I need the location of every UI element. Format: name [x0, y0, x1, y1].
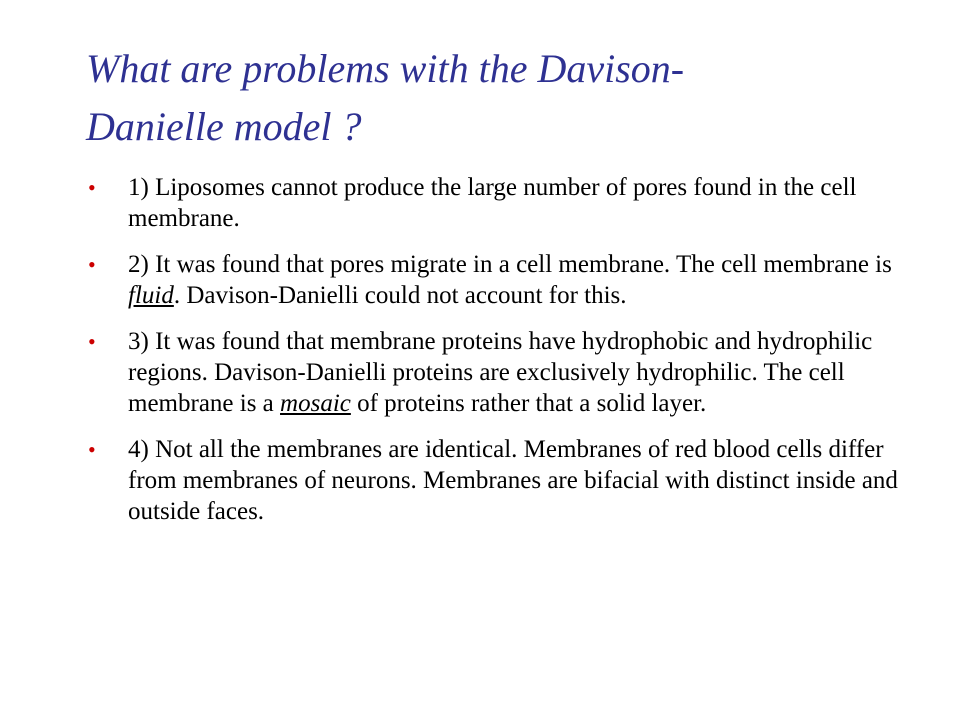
bullet-marker-icon: • — [88, 437, 96, 462]
bullet-list — [88, 172, 898, 542]
slide-title-line: Danielle model ? — [86, 104, 362, 149]
bullet-marker-icon: • — [88, 329, 96, 354]
bullet-item-1 — [88, 172, 898, 234]
bullet-item-3 — [88, 326, 898, 419]
bullet-item-2 — [88, 249, 898, 311]
bullet-text: 4) Not all the membranes are identical. Membranes of red blood cells differ from membranes of neurons. Membranes are bifacial with distinct inside and outside faces. — [128, 436, 898, 525]
bullet-marker-icon: • — [88, 252, 96, 277]
bullet-text: 3) It was found that membrane proteins have hydrophobic and hydrophilic regions. Davison-Danielli proteins are exclusively hydrophilic. The cell membrane is a mosaic of proteins rather that a solid layer. — [128, 328, 873, 417]
bullet-marker-icon: • — [88, 175, 96, 200]
bullet-text: 1) Liposomes cannot produce the large number of pores found in the cell membrane. — [128, 174, 857, 232]
slide-title-line: What are problems with the Davison- — [86, 46, 685, 91]
slide-title — [86, 40, 906, 156]
bullet-text: 2) It was found that pores migrate in a cell membrane. The cell membrane is fluid. Davison-Danielli could not account for this. — [128, 251, 892, 309]
bullet-item-4 — [88, 434, 898, 527]
emphasis-mosaic: mosaic — [280, 390, 351, 417]
emphasis-fluid: fluid — [128, 282, 174, 309]
